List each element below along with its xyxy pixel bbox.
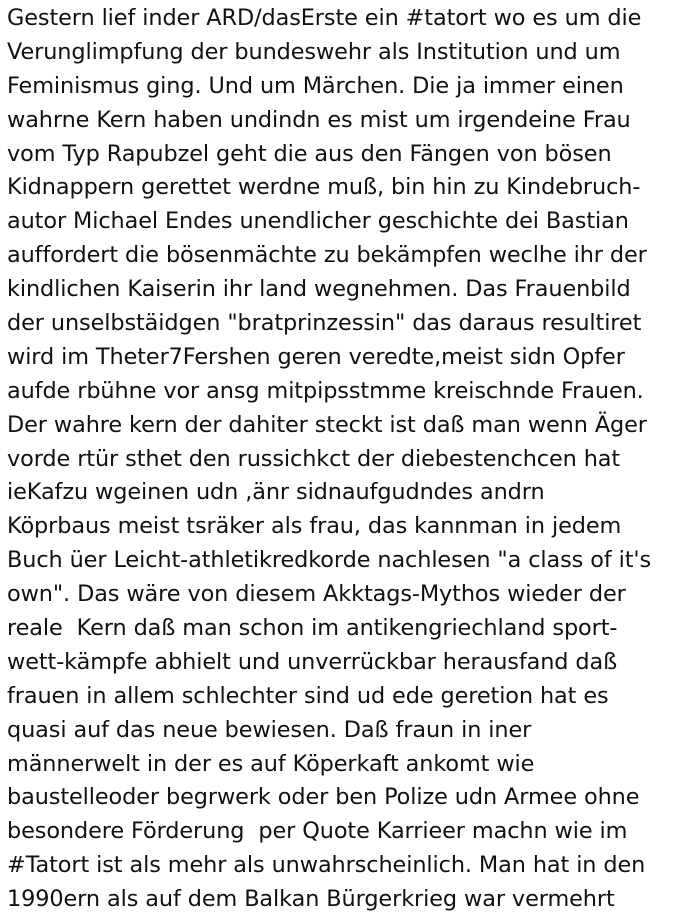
text-line: frauen in allem schlechter sind ud ede geretion hat es bbox=[7, 682, 609, 709]
text-line: Buch üer Leicht-athletikredkorde nachlesen "a class of it's bbox=[7, 547, 652, 574]
text-line: besondere Förderung per Quote Karrieer machn wie im bbox=[7, 818, 628, 845]
text-line: kindlichen Kaiserin ihr land wegnehmen. Das Frauenbild bbox=[7, 276, 631, 303]
text-line: wahrne Kern haben undindn es mist um irgendeine Frau bbox=[7, 106, 631, 133]
text-line: baustelleoder begrwerk oder ben Polize udn Armee ohne bbox=[7, 784, 640, 811]
text-line: #Tatort ist als mehr als unwahrscheinlich. Man hat in den bbox=[7, 852, 646, 879]
text-line: quasi auf das neue bewiesen. Daß fraun in iner bbox=[7, 716, 532, 743]
text-line: Der wahre kern der dahiter steckt ist daß man wenn Äger bbox=[7, 411, 647, 438]
text-line: Gestern lief inder ARD/dasErste ein #tatort wo es um die bbox=[7, 5, 642, 31]
text-line: ieKafzu wgeinen udn ,änr sidnaufgudndes andrn bbox=[7, 479, 545, 506]
text-line: own". Das wäre von diesem Akktags-Mythos wieder der bbox=[7, 581, 626, 608]
text-line: vorde rtür sthet den russichkct der diebestenchcen hat bbox=[7, 445, 621, 472]
text-line: reale Kern daß man schon im antikengriechland sport- bbox=[7, 615, 618, 642]
text-line: männerwelt in der es auf Köperkaft ankomt wie bbox=[7, 750, 535, 777]
text-line: autor Michael Endes unendlicher geschichte dei Bastian bbox=[7, 208, 629, 235]
text-line: wett-kämpfe abhielt und unverrückbar herausfand daß bbox=[7, 648, 618, 675]
text-line: Feminismus ging. Und um Märchen. Die ja immer einen bbox=[7, 72, 624, 99]
text-line: Kidnappern gerettet werdne muß, bin hin zu Kindebruch- bbox=[7, 174, 641, 201]
text-line: der unselbstäidgen "bratprinzessin" das daraus resultiret bbox=[7, 310, 642, 337]
text-line: aufde rbühne vor ansg mitpipsstmme kreischnde Frauen. bbox=[7, 377, 644, 404]
text-line: Köprbaus meist tsräker als frau, das kannman in jedem bbox=[7, 513, 622, 540]
text-line: wird im Theter7Fershen geren veredte,meist sidn Opfer bbox=[7, 343, 625, 370]
text-line: auffordert die bösenmächte zu bekämpfen weclhe ihr der bbox=[7, 242, 647, 269]
text-line: Verunglimpfung der bundeswehr als Institution und um bbox=[7, 38, 621, 65]
text-line: vom Typ Rapubzel geht die aus den Fängen von bösen bbox=[7, 140, 612, 167]
text-line: 1990ern als auf dem Balkan Bürgerkrieg war vermehrt bbox=[7, 886, 615, 913]
